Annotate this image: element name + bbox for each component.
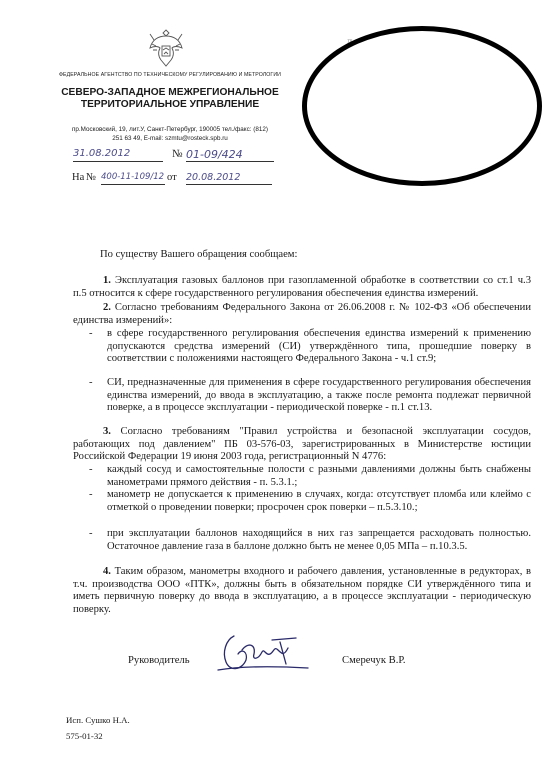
list-item-text: СИ, предназначенные для применения в сфере государственного регулирования обеспечения единства измерений, до ввода в эксплуатацию, а также после ремонта подлежат первичной поверке, а в процессе эксплуатации - периодической поверке - п.1 ст.13. xyxy=(107,377,531,414)
reply-to-date-label: от xyxy=(167,172,177,183)
outgoing-number: 01-09/424 xyxy=(186,148,274,162)
list-item xyxy=(89,489,531,514)
paragraph-text: Согласно требованиям "Правил устройства и безопасной эксплуатации сосудов, работающих под давлением" ПБ 03-576-03, зарегистрированных в Министерстве юстиции Российской Федерации 19 июня 2003 года, регистрационный N 4776: xyxy=(73,426,531,463)
executor-phone: 575-01-32 xyxy=(66,731,103,741)
list-item-text: при эксплуатации баллонов находящийся в них газ запрещается расходовать полностью. Остаточное давление газа в баллоне должно быть не менее 0,05 МПа – п.10.3.5. xyxy=(107,528,531,552)
organization-title: СЕВЕРО-ЗАПАДНОЕ МЕЖРЕГИОНАЛЬНОЕ ТЕРРИТОРИАЛЬНОЕ УПРАВЛЕНИЕ xyxy=(61,87,279,110)
handwritten-signature xyxy=(212,630,312,678)
list-item-text: манометр не допускается к применению в случаях, когда: отсутствует пломба или клеймо с отметкой о проведении поверки; просрочен срок поверки – п.5.3.10.; xyxy=(107,489,531,513)
list-dash: - xyxy=(89,464,93,475)
agency-name: ФЕДЕРАЛЬНОЕ АГЕНТСТВО ПО ТЕХНИЧЕСКОМУ РЕГУЛИРОВАНИЮ И МЕТРОЛОГИИ xyxy=(58,72,281,78)
organization-address xyxy=(48,126,292,143)
reply-to-number: 400-11-109/12 xyxy=(101,172,165,185)
paragraph-number: 3. xyxy=(103,426,111,437)
list-dash: - xyxy=(89,328,93,339)
reply-to-label: На xyxy=(72,172,85,183)
paragraph-number: 4. xyxy=(103,566,111,577)
list-dash: - xyxy=(89,377,93,388)
address-line: пр.Московский, 19, лит.У, Санкт-Петербург, 190005 тел./факс: (812) xyxy=(72,126,268,133)
signatory-role: Руководитель xyxy=(128,655,190,666)
redaction-ellipse xyxy=(302,26,542,186)
list-item-text: в сфере государственного регулирования обеспечения единства измерений к применению допускаются средства измерений (СИ) утверждённого типа, прошедшие поверку в соответствии с положениями настоящего Федерального Закона - ч.1 ст.9; xyxy=(107,328,531,365)
russian-coat-of-arms-icon xyxy=(146,26,186,70)
outgoing-date: 31.08.2012 xyxy=(73,148,163,162)
reply-to-number-label: № xyxy=(86,172,97,183)
paragraph-number: 1. xyxy=(103,275,111,286)
contact-line: 251 63 49, E-mail: szmtu@rosteck.spb.ru xyxy=(112,134,228,142)
paragraph-2 xyxy=(73,302,531,327)
number-label: № xyxy=(172,148,183,160)
list-item-text: каждый сосуд и самостоятельные полости с разными давлениями должны быть снабжены манометрами прямого действия - п. 5.3.1.; xyxy=(107,464,531,488)
paragraph-text: Эксплуатация газовых баллонов при газопламенной обработке в соответствии со ст.1 ч.3 п.5 относится к сфере государственного регулирования обеспечения единства измерений. xyxy=(73,275,531,299)
reply-to-date: 20.08.2012 xyxy=(186,172,272,185)
list-item xyxy=(89,377,531,415)
paragraph-text: Таким образом, манометры входного и рабочего давления, установленные в редукторах, в т.ч. производства ООО «ПТК», должны быть в обязательном порядке СИ утверждённого типа и иметь первичную поверку до ввода в эксплуатацию, а в процессе эксплуатации - периодическую поверку. xyxy=(73,566,531,615)
intro-text: По существу Вашего обращения сообщаем: xyxy=(100,249,298,260)
list-dash: - xyxy=(89,528,93,539)
paragraph-4 xyxy=(73,566,531,616)
list-item xyxy=(89,528,531,553)
paragraph-text: Согласно требованиям Федерального Закона от 26.06.2008 г. № 102-ФЗ «Об обеспечении единства измерений»: xyxy=(73,302,531,326)
executor-name: Исп. Сушко Н.А. xyxy=(66,715,130,725)
paragraph-1 xyxy=(73,275,531,300)
paragraph-number: 2. xyxy=(103,302,111,313)
signatory-name: Смеречук В.Р. xyxy=(342,655,406,666)
list-item xyxy=(89,464,531,489)
list-item xyxy=(89,328,531,366)
list-dash: - xyxy=(89,489,93,500)
paragraph-3 xyxy=(73,426,531,464)
